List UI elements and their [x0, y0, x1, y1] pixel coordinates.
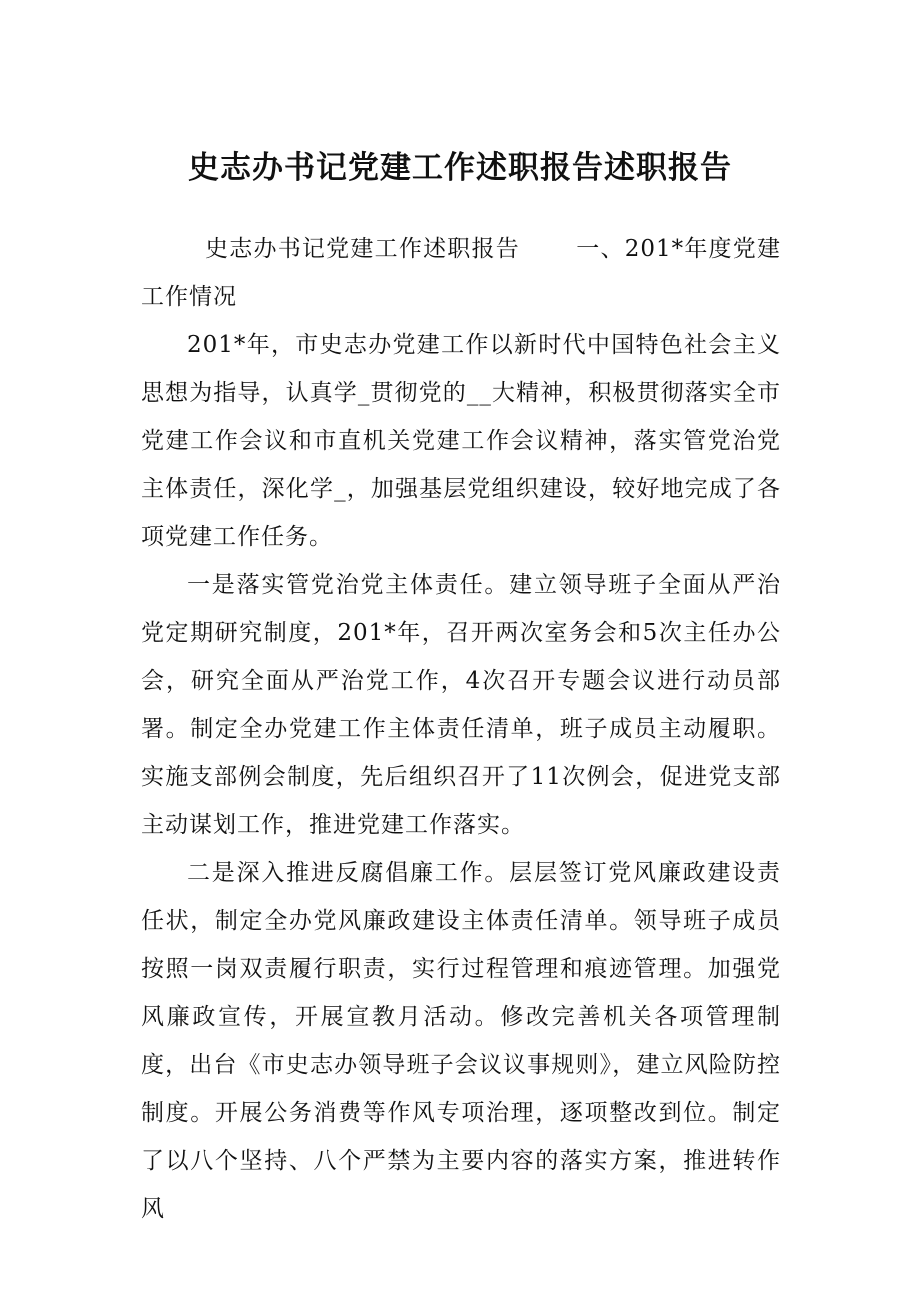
intro-paragraph: [141, 225, 781, 321]
document-body: [141, 225, 781, 1233]
intro-heading-left: 史志办书记党建工作述职报告: [205, 236, 520, 262]
paragraph-responsibility: 一是落实管党治党主体责任。建立领导班子全面从严治党定期研究制度，201*年，召开两次室务会和5次主任办公会，研究全面从严治党工作，4次召开专题会议进行动员部署。制定全办党建工作主体责任清单，班子成员主动履职。实施支部例会制度，先后组织召开了11次例会，促进党支部主动谋划工作，推进党建工作落实。: [141, 572, 781, 838]
paragraph-overview: 201*年，市史志办党建工作以新时代中国特色社会主义思想为指导，认真学_贯彻党的__大精神，积极贯彻落实全市党建工作会议和市直机关党建工作会议精神，落实管党治党主体责任，深化学_，加强基层党组织建设，较好地完成了各项党建工作任务。: [141, 332, 781, 550]
document-title: 史志办书记党建工作述职报告述职报告: [188, 150, 732, 186]
intro-heading-right: 一、201*年度党建工作情况: [141, 236, 782, 310]
paragraph-anti-corruption: 二是深入推进反腐倡廉工作。层层签订党风廉政建设责任状，制定全办党风廉政建设主体责任清单。领导班子成员按照一岗双责履行职责，实行过程管理和痕迹管理。加强党风廉政宣传，开展宣教月活动。修改完善机关各项管理制度，出台《市史志办领导班子会议议事规则》，建立风险防控制度。开展公务消费等作风专项治理，逐项整改到位。制定了以八个坚持、八个严禁为主要内容的落实方案，推进转作风: [141, 860, 781, 1222]
